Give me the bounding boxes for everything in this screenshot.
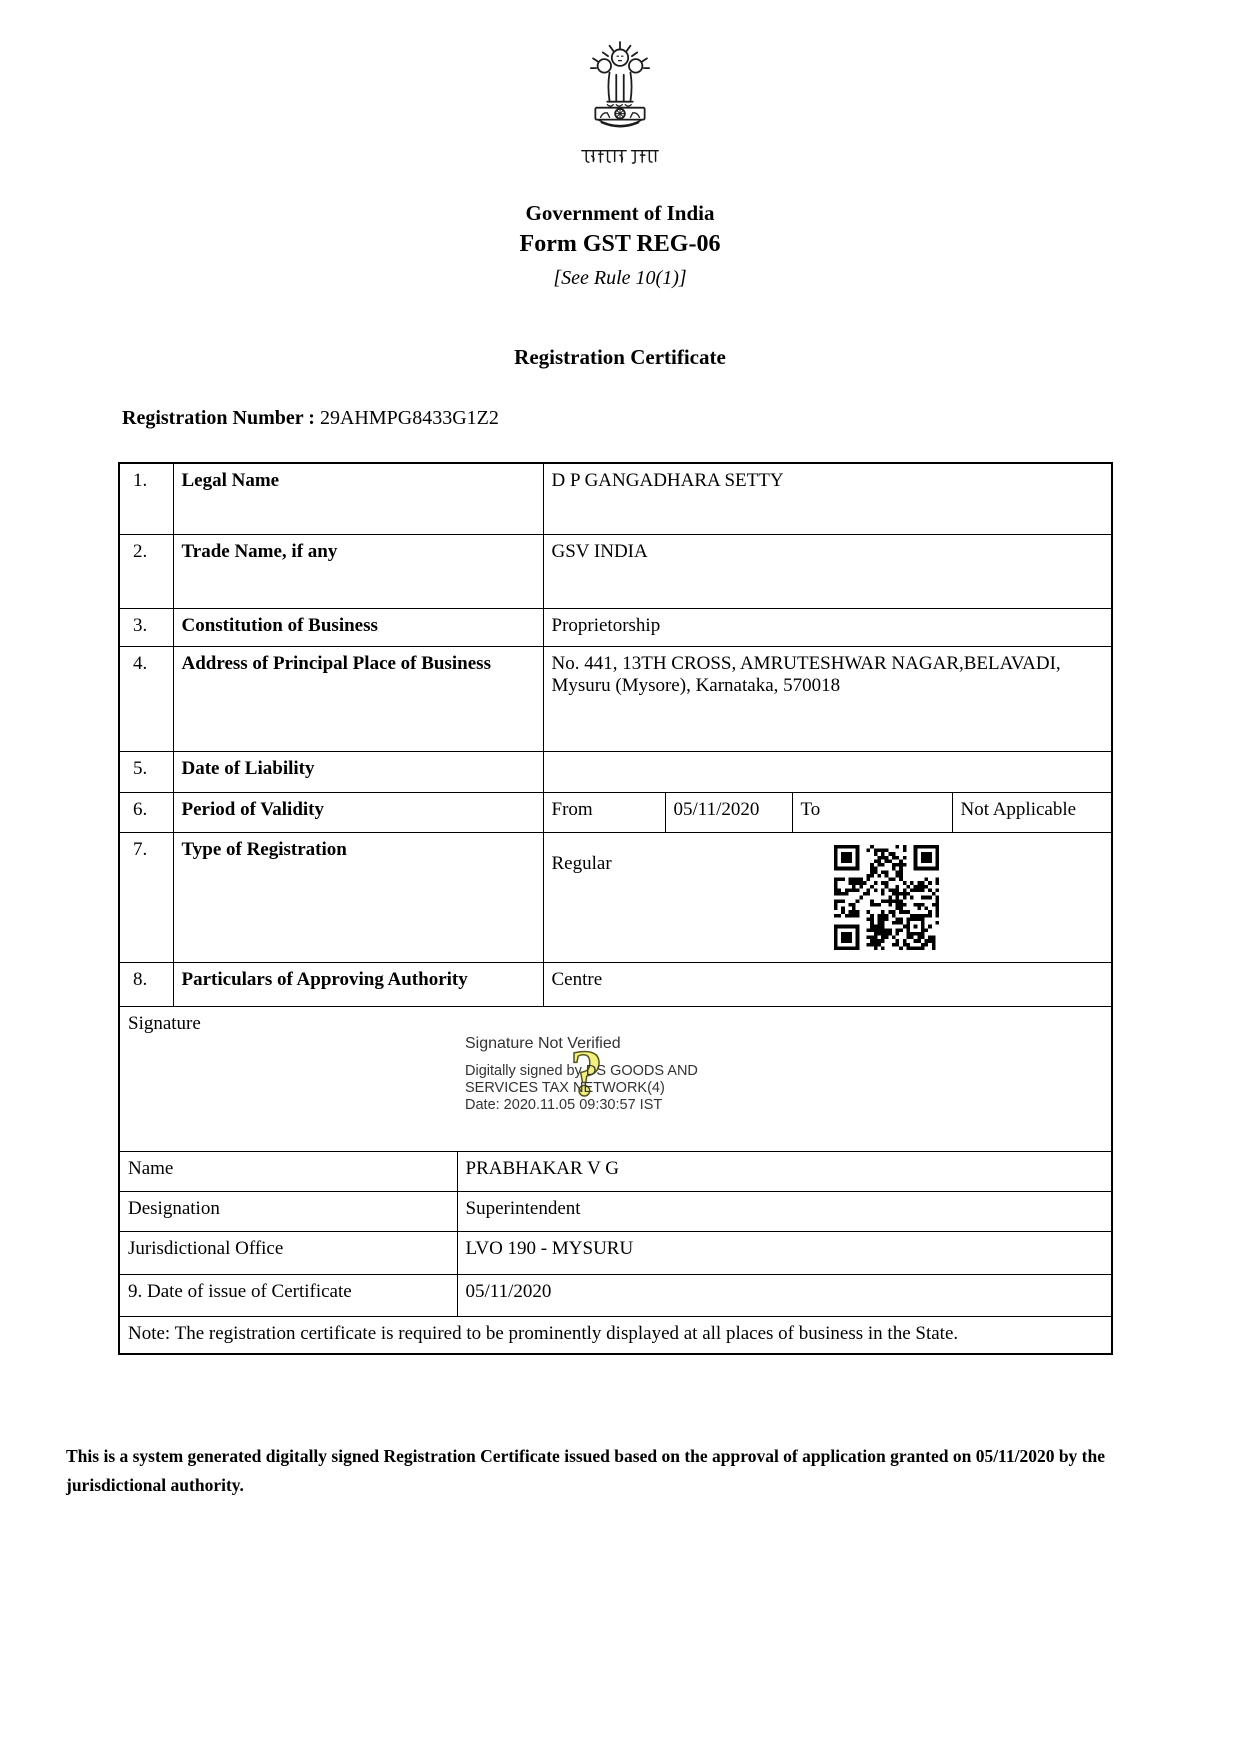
registration-number-label: Registration Number : xyxy=(122,407,315,429)
row4-value xyxy=(543,646,1112,751)
certificate-table xyxy=(118,462,1113,1355)
row3-label: Constitution of Business xyxy=(173,608,543,646)
row1-value: D P GANGADHARA SETTY xyxy=(543,463,1112,534)
form-title: Form GST REG-06 xyxy=(519,231,721,257)
date-of-issue-value: 05/11/2020 xyxy=(457,1274,1112,1316)
row8-number: 8. xyxy=(119,962,173,1006)
table-row xyxy=(119,1274,1112,1316)
table-row xyxy=(119,1191,1112,1231)
row2-label: Trade Name, if any xyxy=(173,534,543,608)
row7-value: Regular xyxy=(551,852,612,874)
row8-label: Particulars of Approving Authority xyxy=(173,962,543,1006)
row2-value: GSV INDIA xyxy=(543,534,1112,608)
signature-cell xyxy=(119,1006,1112,1151)
qr-code xyxy=(834,845,939,950)
signature-not-verified-text: Signature Not Verified xyxy=(465,1034,621,1052)
row6-to-label: To xyxy=(792,792,952,832)
svg-text:?: ? xyxy=(570,1036,603,1107)
officer-designation-value: Superintendent xyxy=(457,1191,1112,1231)
registration-number-value: 29AHMPG8433G1Z2 xyxy=(319,407,499,429)
table-row xyxy=(119,792,1112,832)
officer-name-value: PRABHAKAR V G xyxy=(457,1151,1112,1191)
table-row xyxy=(119,962,1112,1006)
table-row xyxy=(119,608,1112,646)
note-text: Note: The registration certificate is required to be prominently displayed at all places of business in the State. xyxy=(119,1316,1112,1354)
row2-number: 2. xyxy=(119,534,173,608)
row6-from-label: From xyxy=(543,792,665,832)
table-row xyxy=(119,1231,1112,1274)
row6-number: 6. xyxy=(119,792,173,832)
satyameva-jayate-motto xyxy=(580,146,660,166)
jurisdictional-office-value: LVO 190 - MYSURU xyxy=(457,1231,1112,1274)
table-row xyxy=(119,646,1112,751)
table-row xyxy=(119,751,1112,792)
officer-designation-label: Designation xyxy=(119,1191,457,1231)
rule-reference: [See Rule 10(1)] xyxy=(553,267,687,289)
table-row xyxy=(119,534,1112,608)
note-row xyxy=(119,1316,1112,1354)
footer-statement: This is a system generated digitally signed Registration Certificate issued based on the approval of application granted on 05/11/2020 by the jurisdictional authority. xyxy=(66,1446,1106,1495)
digitally-signed-line1: Digitally signed by DS GOODS AND xyxy=(465,1062,698,1079)
digital-signature-block xyxy=(465,1035,698,1114)
table-row xyxy=(119,1151,1112,1191)
row1-number: 1. xyxy=(119,463,173,534)
address-value: No. 441, 13TH CROSS, AMRUTESHWAR NAGAR,BELAVADI, Mysuru (Mysore), Karnataka, 570018 xyxy=(551,652,1061,696)
row6-from-value: 05/11/2020 xyxy=(665,792,792,832)
ashoka-emblem-icon xyxy=(582,36,658,148)
row7-label: Type of Registration xyxy=(173,832,543,962)
row3-number: 3. xyxy=(119,608,173,646)
officer-name-label: Name xyxy=(119,1151,457,1191)
certificate-title: Registration Certificate xyxy=(514,345,726,369)
row8-value: Centre xyxy=(543,962,1112,1006)
row1-label: Legal Name xyxy=(173,463,543,534)
row6-to-value: Not Applicable xyxy=(952,792,1112,832)
row3-value: Proprietorship xyxy=(543,608,1112,646)
signature-label: Signature xyxy=(128,1012,201,1034)
row4-number: 4. xyxy=(119,646,173,751)
row7-value-cell xyxy=(543,832,1112,962)
government-title: Government of India xyxy=(525,201,715,225)
signature-date-line: Date: 2020.11.05 09:30:57 IST xyxy=(465,1096,663,1113)
row5-label: Date of Liability xyxy=(173,751,543,792)
table-row xyxy=(119,832,1112,962)
jurisdictional-office-label: Jurisdictional Office xyxy=(119,1231,457,1274)
signature-row xyxy=(119,1006,1112,1151)
date-of-issue-label: 9. Date of issue of Certificate xyxy=(119,1274,457,1316)
digitally-signed-line2: SERVICES TAX NETWORK(4) xyxy=(465,1079,665,1096)
row6-label: Period of Validity xyxy=(173,792,543,832)
table-row xyxy=(119,463,1112,534)
row4-label: Address of Principal Place of Business xyxy=(173,646,543,751)
row7-number: 7. xyxy=(119,832,173,962)
registration-number-line xyxy=(122,407,499,430)
row5-number: 5. xyxy=(119,751,173,792)
row5-value xyxy=(543,751,1112,792)
